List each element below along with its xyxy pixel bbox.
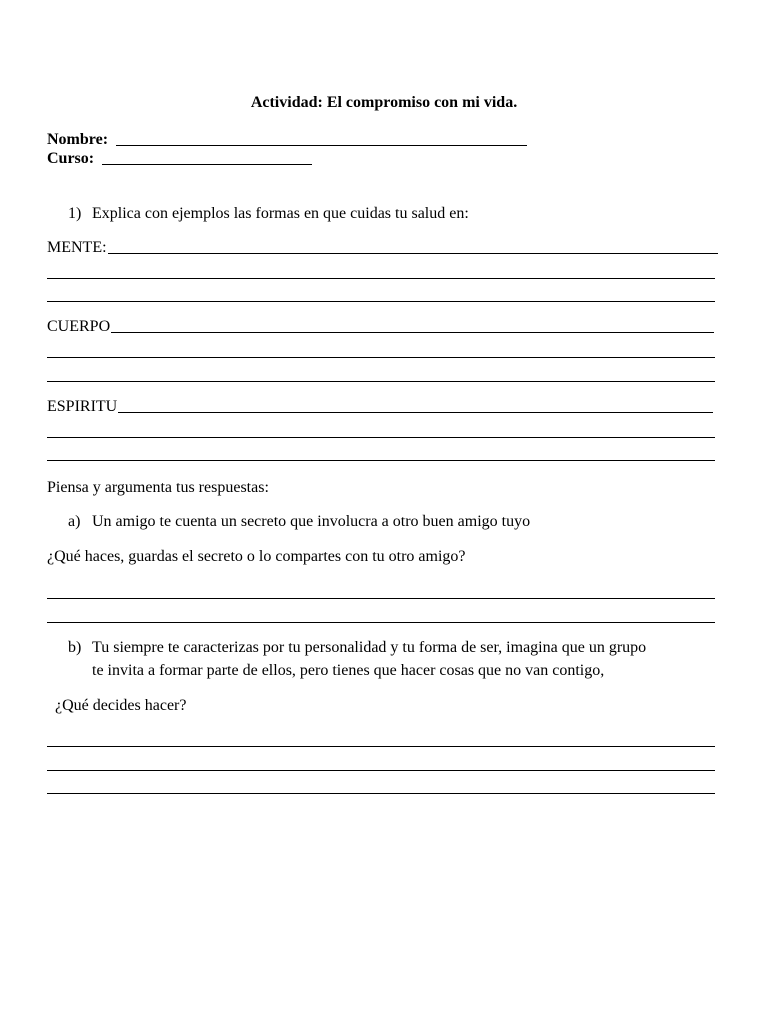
item-b-marker: b) (68, 639, 82, 656)
cuerpo-answer-line-3[interactable] (47, 381, 715, 382)
section-2-intro: Piensa y argumenta tus respuestas: (47, 479, 269, 496)
item-a-answer-line-2[interactable] (47, 622, 715, 623)
course-label: Curso: (47, 150, 95, 167)
cuerpo-answer-line-2[interactable] (47, 357, 715, 358)
mente-field[interactable] (47, 238, 718, 258)
item-b-answer-line-1[interactable] (47, 746, 715, 747)
espiritu-answer-line-3[interactable] (47, 460, 715, 461)
item-b-line-1: Tu siempre te caracterizas por tu personalidad y tu forma de ser, imagina que un grupo (92, 639, 647, 656)
cuerpo-label: CUERPO (47, 318, 111, 335)
mente-label: MENTE: (47, 239, 107, 256)
question-1-number: 1) (68, 205, 82, 222)
name-answer-line[interactable] (116, 145, 527, 146)
mente-answer-line-3[interactable] (47, 301, 715, 302)
item-a-text: Un amigo te cuenta un secreto que involucra a otro buen amigo tuyo (92, 513, 531, 530)
espiritu-answer-line[interactable] (118, 412, 713, 413)
name-label: Nombre: (47, 131, 109, 148)
item-a-question: ¿Qué haces, guardas el secreto o lo compartes con tu otro amigo? (47, 548, 466, 565)
course-field[interactable] (47, 149, 312, 169)
course-answer-line[interactable] (102, 164, 312, 165)
item-a-marker: a) (68, 513, 81, 530)
espiritu-label: ESPIRITU (47, 398, 118, 415)
cuerpo-answer-line[interactable] (111, 332, 714, 333)
mente-answer-line-2[interactable] (47, 278, 715, 279)
question-1-text: Explica con ejemplos las formas en que cuidas tu salud en: (92, 205, 469, 222)
item-b-answer-line-3[interactable] (47, 793, 715, 794)
name-field[interactable] (47, 130, 527, 150)
cuerpo-field[interactable] (47, 317, 714, 337)
page-title: Actividad: El compromiso con mi vida. (250, 94, 518, 111)
item-b-question: ¿Qué decides hacer? (55, 697, 187, 714)
item-b-line-2: te invita a formar parte de ellos, pero tienes que hacer cosas que no van contigo, (92, 662, 605, 679)
espiritu-field[interactable] (47, 397, 713, 417)
item-a-answer-line-1[interactable] (47, 598, 715, 599)
espiritu-answer-line-2[interactable] (47, 437, 715, 438)
item-b-answer-line-2[interactable] (47, 770, 715, 771)
mente-answer-line[interactable] (108, 253, 718, 254)
